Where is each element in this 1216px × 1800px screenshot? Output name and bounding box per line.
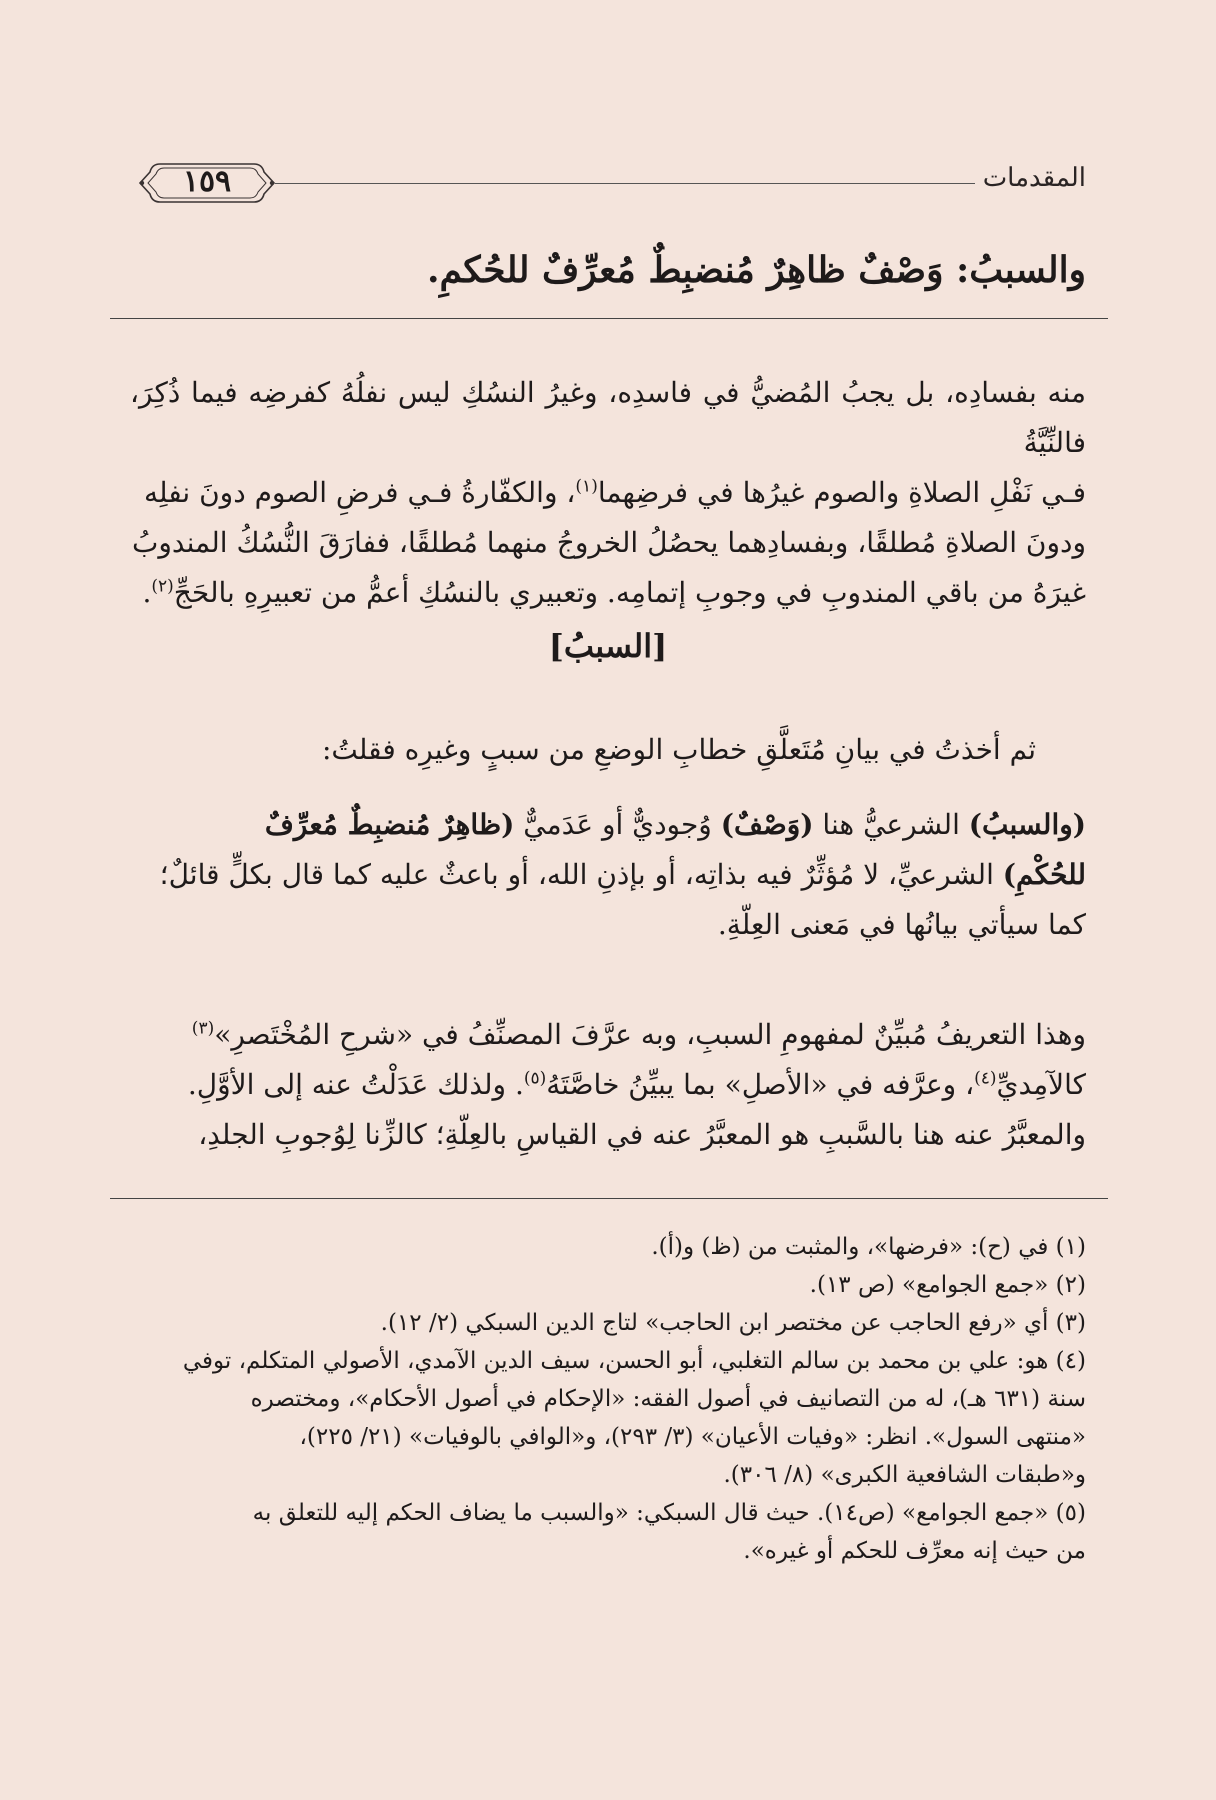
running-title: المقدمات (982, 163, 1086, 193)
footnote-4 (130, 1342, 1086, 1494)
footnote-2 (130, 1266, 1086, 1304)
footnote-1 (130, 1228, 1086, 1266)
footnote-line: و«طبقات الشافعية الكبرى» (٨/ ٣٠٦). (723, 1462, 1086, 1488)
footnote-number: (١) (1055, 1234, 1086, 1260)
footnote-line: «منتهى السول». انظر: «وفيات الأعيان» (٣/ ٢٩٣)، و«الوافي بالوفيات» (٢١/ ٢٢٥)، (299, 1424, 1086, 1450)
text-line: والمعبَّرُ عنه هنا بالسَّببِ هو المعبَّرُ عنه في القياسِ بالعِلّةِ؛ كالزِّنا لِوُجوبِ الجلدِ، (198, 1118, 1086, 1151)
commentary-paragraph-2 (130, 725, 1086, 775)
footnote-text: أي «رفع الحاجب عن مختصر ابن الحاجب» لتاج الدين السبكي (٢/ ١٢). (380, 1310, 1049, 1336)
page-number: ١٥٩ (182, 164, 232, 199)
footnote-mark[interactable]: (٤) (974, 1068, 997, 1089)
text-line: ودونَ الصلاةِ مُطلقًا، وبفسادِهما يحصُلُ الخروجُ منهما مُطلقًا، ففارَقَ النُّسُكُ المندوبُ (132, 526, 1086, 559)
matn-rule (110, 318, 1108, 319)
footnote-line: (٥) «جمع الجوامع» (ص١٤). حيث قال السبكي: «والسبب ما يضاف الحكم إليه للتعلق به (252, 1500, 1086, 1526)
text-line: منه بفسادِه، بل يجبُ المُضيُّ في فاسدِه، وغيرُ النسُكِ ليس نفلُهُ كفرضِه فيما ذُكِرَ، فالنِّيَّةُ (130, 376, 1086, 459)
text-line: فـي نَفْلِ الصلاةِ والصوم غيرُها في فرضِهما$^{(١)}$، والكفّارةُ فـي فرضِ الصوم دونَ نفلِه (143, 476, 1086, 509)
page-number-frame (138, 158, 276, 208)
commentary-paragraph-4 (130, 1010, 1086, 1160)
text-line: للحُكْمِ) الشرعيِّ، لا مُؤثِّرٌ فيه بذاتِه، أو بإذنِ الله، أو باعثٌ عليه كما قال بكلٍّ قائلٌ؛ (159, 858, 1086, 891)
footnote-line: من حيث إنه معرِّف للحكم أو غيره». (743, 1538, 1086, 1564)
footnote-number: (٥) (1055, 1500, 1086, 1526)
text-line: غيرَهُ من باقي المندوبِ في وجوبِ إتمامِه. وتعبيري بالنسُكِ أعمُّ من تعبيرِهِ بالحَجِّ$^{(٢)}$. (142, 576, 1086, 609)
footnote-5 (130, 1494, 1086, 1570)
footnote-text: «جمع الجوامع» (ص ١٣). (809, 1272, 1049, 1298)
text-line: كما سيأتي بيانُها في مَعنى العِلّةِ. (717, 908, 1086, 941)
text-line: ثم أخذتُ في بيانِ مُتَعلَّقِ خطابِ الوضعِ من سببٍ وغيرِه فقلتُ: (321, 733, 1036, 766)
footnotes (130, 1228, 1086, 1570)
footnote-number: (٤) (1055, 1348, 1086, 1374)
footnote-rule (110, 1198, 1108, 1199)
footnote-mark[interactable]: (٣) (191, 1018, 215, 1039)
footnote-text: في (ح): «فرضها»، والمثبت من (ظ) و(أ). (651, 1234, 1049, 1260)
footnote-mark[interactable]: (١) (575, 476, 598, 497)
text-line: (والسببُ) الشرعيُّ هنا (وَصْفٌ) وُجوديٌّ أو عَدَميٌّ (ظاهِرٌ مُنضبِطٌ مُعرِّفٌ (264, 808, 1086, 841)
footnote-mark[interactable]: (٢) (151, 576, 174, 597)
commentary-paragraph-1 (130, 368, 1086, 618)
footnote-number: (٣) (1055, 1310, 1086, 1336)
footnote-line: سنة (٦٣١ هـ)، له من التصانيف في أصول الفقه: «الإحكام في أصول الأحكام»، ومختصره (250, 1386, 1086, 1412)
footnote-mark[interactable]: (٥) (523, 1068, 547, 1089)
section-heading: [السببُ] (548, 627, 668, 665)
header-rule (275, 183, 975, 184)
commentary-paragraph-3 (130, 800, 1086, 950)
text-line: وهذا التعريفُ مُبيِّنٌ لمفهومِ السببِ، وبه عرَّفَ المصنِّفُ في «شرحِ المُخْتَصرِ»$^{(٣)}$ (191, 1018, 1086, 1051)
footnote-line: (٤) هو: علي بن محمد بن سالم التغلبي، أبو الحسن، سيف الدين الآمدي، الأصولي المتكلم، توفي (182, 1348, 1086, 1374)
footnote-3 (130, 1304, 1086, 1342)
footnote-number: (٢) (1055, 1272, 1086, 1298)
text-line: كالآمِديِّ$^{(٤)}$، وعرَّفه في «الأصلِ» بما يبيِّنُ خاصَّتَهُ$^{(٥)}$. ولذلك عَدَلْتُ عنه إلى الأوَّلِ. (187, 1068, 1086, 1101)
matn-text: والسببُ: وَصْفٌ ظاهِرٌ مُنضبِطٌ مُعرِّفٌ للحُكمِ. (426, 249, 1086, 291)
